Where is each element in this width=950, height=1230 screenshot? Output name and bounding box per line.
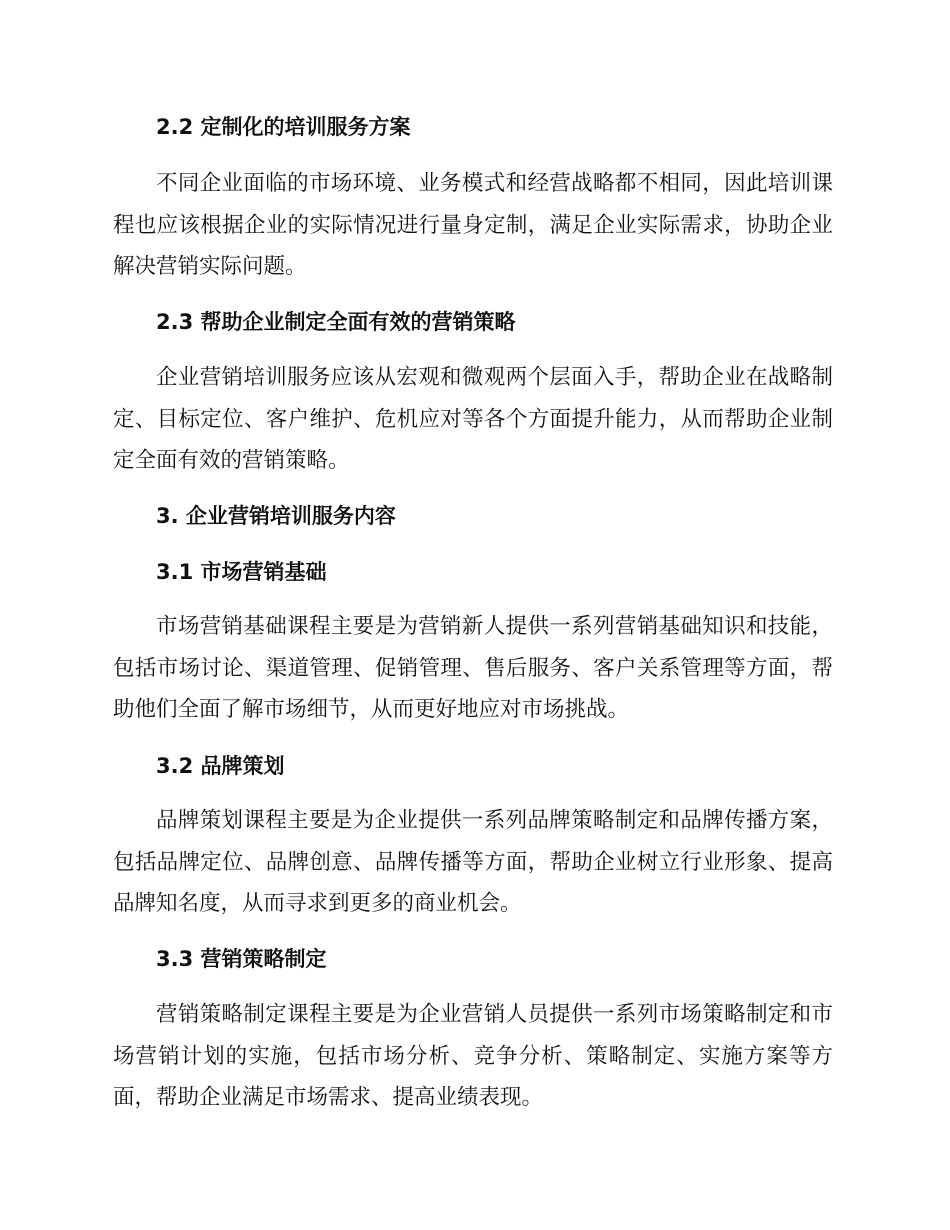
section-heading-3-1: 3.1 市场营销基础 [156, 560, 327, 584]
section-heading-2-2: 2.2 定制化的培训服务方案 [156, 115, 411, 139]
section-paragraph-2-2: 不同企业面临的市场环境、业务模式和经营战略都不相同，因此培训课程也应该根据企业的实际情况进行量身定制，满足企业实际需求，协助企业解决营销实际问题。 [113, 171, 833, 279]
section-heading-3: 3. 企业营销培训服务内容 [156, 504, 396, 528]
section-paragraph-3-2: 品牌策划课程主要是为企业提供一系列品牌策略制定和品牌传播方案，包括品牌定位、品牌创意、品牌传播等方面，帮助企业树立行业形象、提高品牌知名度，从而寻求到更多的商业机会。 [113, 808, 833, 916]
section-heading-3-3: 3.3 营销策略制定 [156, 947, 327, 971]
section-heading-2-3: 2.3 帮助企业制定全面有效的营销策略 [156, 310, 516, 334]
section-paragraph-3-1: 市场营销基础课程主要是为营销新人提供一系列营销基础知识和技能，包括市场讨论、渠道管理、促销管理、售后服务、客户关系管理等方面，帮助他们全面了解市场细节，从而更好地应对市场挑战。 [113, 614, 833, 722]
section-heading-3-2: 3.2 品牌策划 [156, 754, 285, 778]
section-paragraph-2-3: 企业营销培训服务应该从宏观和微观两个层面入手，帮助企业在战略制定、目标定位、客户维护、危机应对等各个方面提升能力，从而帮助企业制定全面有效的营销策略。 [113, 365, 833, 473]
section-paragraph-3-3: 营销策略制定课程主要是为企业营销人员提供一系列市场策略制定和市场营销计划的实施，包括市场分析、竞争分析、策略制定、实施方案等方面，帮助企业满足市场需求、提高业绩表现。 [113, 1002, 833, 1110]
